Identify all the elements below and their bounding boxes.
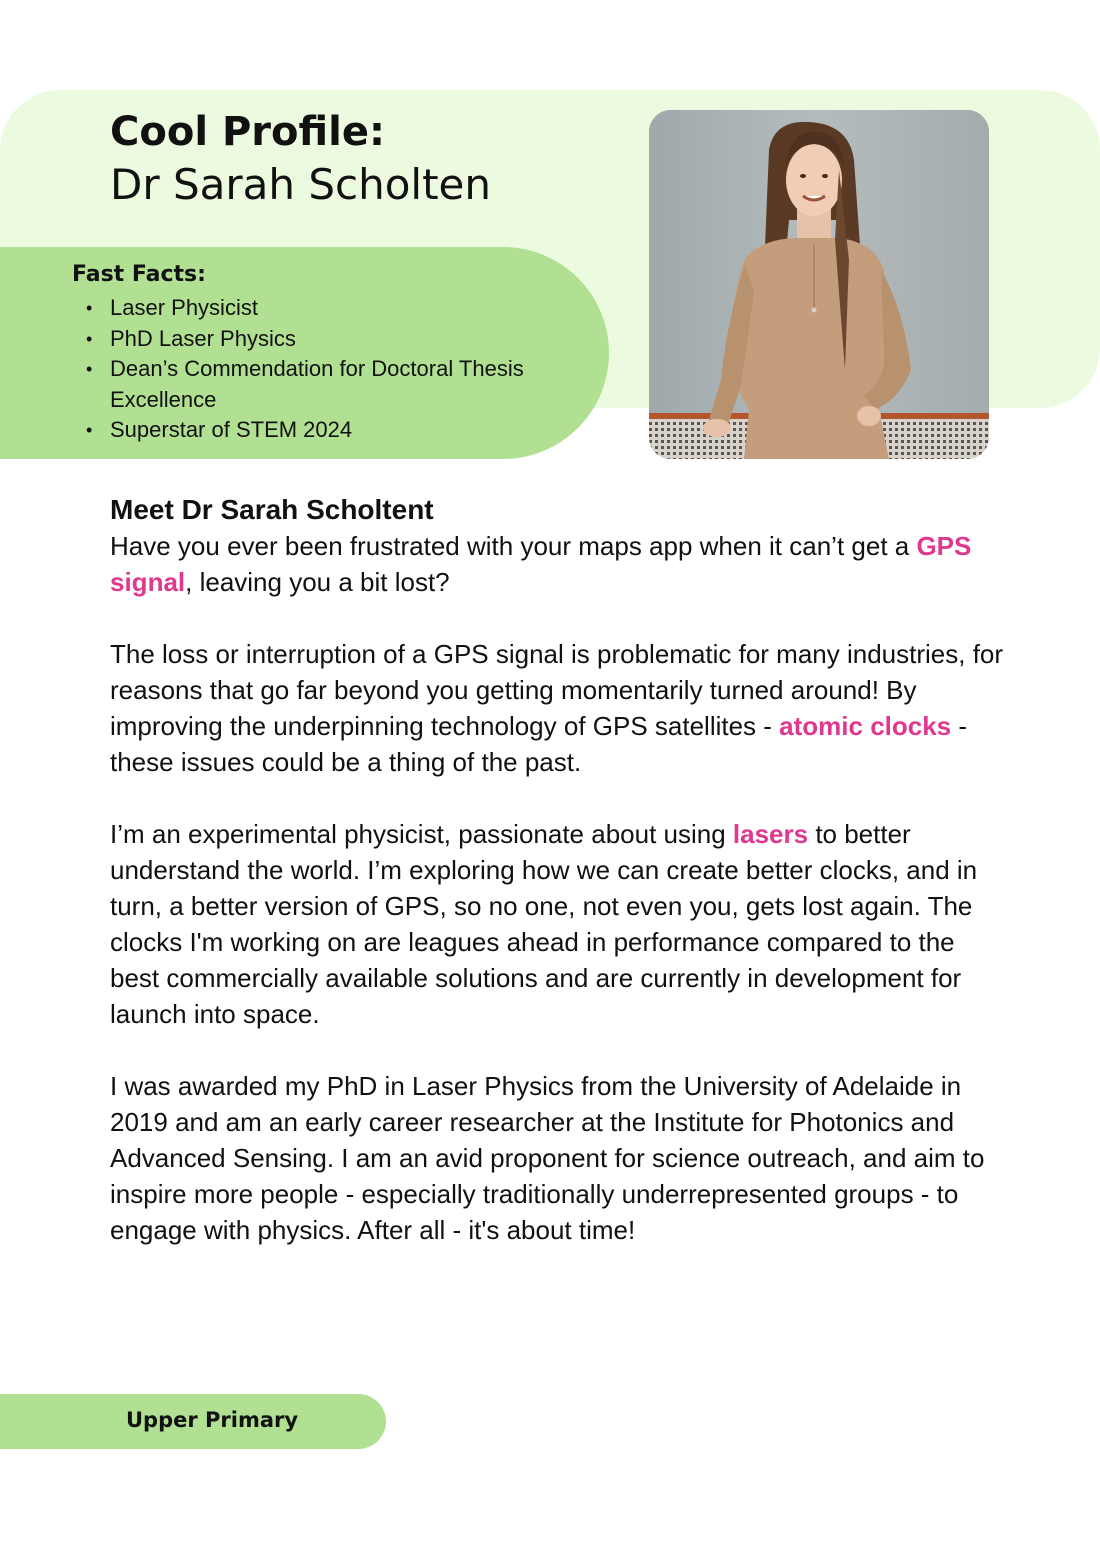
profile-photo [649,110,989,459]
bullet-icon: • [86,328,93,349]
fact-item: • Laser Physicist [110,293,590,324]
bullet-icon: • [86,420,93,440]
paragraph-research: I’m an experimental physicist, passionate about using lasers to better understand the world. I’m exploring how we can create better clocks, and in turn, a better version of GPS, so no one, not even you, gets lost again. The clocks I'm working on are leagues ahead in performance compared to the best commercially available solutions and are currently in development for launch into space. [110,819,978,1029]
article-heading: Meet Dr Sarah Scholtent [110,494,434,525]
title-name: Dr Sarah Scholten [110,160,491,209]
highlight-lasers: lasers [732,819,809,849]
fact-item: • PhD Laser Physics [110,324,590,355]
level-badge-label: Upper Primary [126,1408,299,1432]
fast-facts-heading: Fast Facts: [72,262,206,287]
paragraph-gps-problem: The loss or interruption of a GPS signal is problematic for many industries, for reasons that go far beyond you getting momentarily turned around! By improving the underpinning technology of GPS satellites - atomic clocks - these issues could be a thing of the past. [110,639,1004,777]
article [110,492,1010,1248]
page-title [110,106,491,212]
fast-facts-list [86,293,590,446]
highlight-gps-signal: GPS signal [110,531,972,597]
fact-item: • Dean’s Commendation for Doctoral Thesis Excellence [86,356,524,412]
highlight-atomic-clocks: atomic clocks [779,711,952,741]
bullet-icon: • [86,298,93,318]
title-label: Cool Profile: [110,109,385,155]
fact-item: • Superstar of STEM 2024 [110,415,590,446]
paragraph-intro: Have you ever been frustrated with your maps app when it can’t get a GPS signal, leaving you a bit lost? [110,531,972,597]
paragraph-background: I was awarded my PhD in Laser Physics from the University of Adelaide in 2019 and am an early career researcher at the Institute for Photonics and Advanced Sensing. I am an avid proponent for science outreach, and aim to inspire more people - especially traditionally underrepresented groups - to engage with physics. After all - it's about time! [110,1071,985,1245]
bullet-icon: • [86,359,93,379]
